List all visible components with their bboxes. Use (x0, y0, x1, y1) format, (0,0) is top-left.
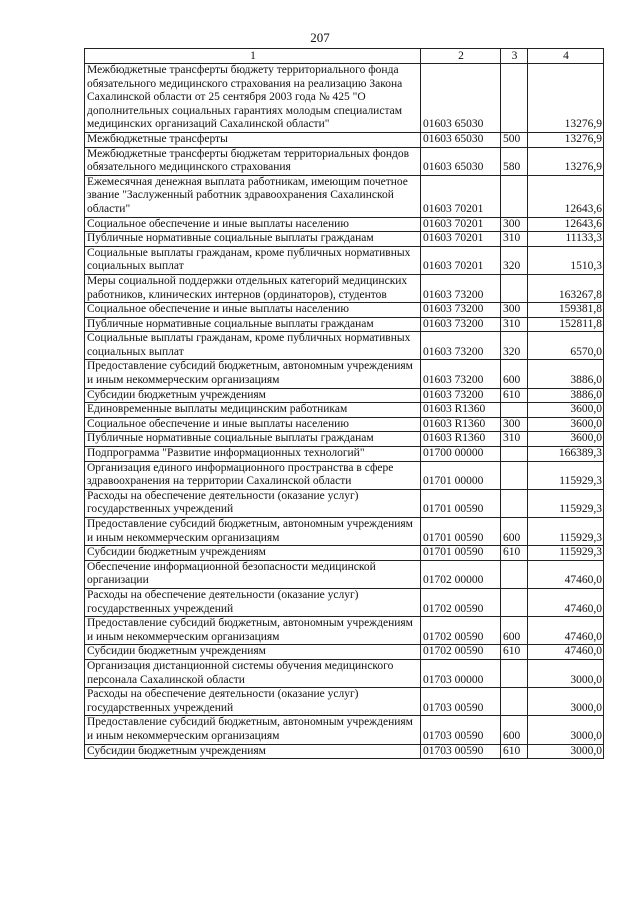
row-name-cell: Социальное обеспечение и иные выплаты населению (85, 217, 421, 232)
row-expense-type-cell (501, 461, 528, 489)
row-amount-cell: 3600,0 (528, 417, 604, 432)
table-row (85, 274, 604, 302)
row-amount-cell: 11133,3 (528, 232, 604, 247)
row-code-cell: 01701 00590 (421, 546, 501, 561)
row-amount-cell: 115929,3 (528, 461, 604, 489)
row-code-cell: 01603 R1360 (421, 432, 501, 447)
row-name-cell: Социальное обеспечение и иные выплаты населению (85, 417, 421, 432)
row-amount-cell: 47460,0 (528, 560, 604, 588)
row-code-cell: 01603 R1360 (421, 417, 501, 432)
row-expense-type-cell (501, 175, 528, 217)
row-code-cell: 01603 70201 (421, 232, 501, 247)
row-name-cell: Подпрограмма "Развитие информационных технологий" (85, 447, 421, 462)
table-row (85, 447, 604, 462)
table-row (85, 360, 604, 388)
row-code-cell: 01703 00590 (421, 744, 501, 759)
row-expense-type-cell: 600 (501, 617, 528, 645)
row-amount-cell: 115929,3 (528, 518, 604, 546)
row-name-cell: Расходы на обеспечение деятельности (оказание услуг) государственных учреждений (85, 688, 421, 716)
row-expense-type-cell (501, 560, 528, 588)
row-code-cell: 01603 73200 (421, 274, 501, 302)
table-row (85, 232, 604, 247)
table-row (85, 546, 604, 561)
table-row (85, 659, 604, 687)
row-amount-cell: 3000,0 (528, 659, 604, 687)
row-amount-cell: 166389,3 (528, 447, 604, 462)
row-name-cell: Субсидии бюджетным учреждениям (85, 546, 421, 561)
row-name-cell: Публичные нормативные социальные выплаты гражданам (85, 432, 421, 447)
row-code-cell: 01703 00000 (421, 659, 501, 687)
table-row (85, 417, 604, 432)
row-expense-type-cell: 610 (501, 744, 528, 759)
row-amount-cell: 152811,8 (528, 317, 604, 332)
table-header-row (85, 49, 604, 64)
row-code-cell: 01603 73200 (421, 360, 501, 388)
table-row (85, 432, 604, 447)
row-expense-type-cell: 310 (501, 432, 528, 447)
row-code-cell: 01603 73200 (421, 317, 501, 332)
column-header-1: 1 (85, 49, 421, 64)
row-name-cell: Организация единого информационного пространства в сфере здравоохранения на территории Сахалинской области (85, 461, 421, 489)
table-row (85, 147, 604, 175)
table-row (85, 303, 604, 318)
row-expense-type-cell: 320 (501, 246, 528, 274)
row-amount-cell: 13276,9 (528, 132, 604, 147)
row-amount-cell: 3600,0 (528, 403, 604, 418)
row-expense-type-cell: 310 (501, 232, 528, 247)
row-code-cell: 01701 00000 (421, 461, 501, 489)
table-row (85, 518, 604, 546)
row-code-cell: 01603 70201 (421, 217, 501, 232)
row-amount-cell: 3886,0 (528, 388, 604, 403)
row-amount-cell: 47460,0 (528, 645, 604, 660)
table-row (85, 332, 604, 360)
row-expense-type-cell: 600 (501, 360, 528, 388)
table-row (85, 560, 604, 588)
table-row (85, 645, 604, 660)
row-code-cell: 01603 65030 (421, 147, 501, 175)
budget-table (84, 48, 604, 759)
table-row (85, 588, 604, 616)
row-amount-cell: 115929,3 (528, 489, 604, 517)
row-expense-type-cell: 600 (501, 716, 528, 744)
row-expense-type-cell (501, 659, 528, 687)
row-amount-cell: 159381,8 (528, 303, 604, 318)
row-code-cell: 01603 R1360 (421, 403, 501, 418)
row-expense-type-cell: 300 (501, 417, 528, 432)
row-code-cell: 01700 00000 (421, 447, 501, 462)
row-name-cell: Расходы на обеспечение деятельности (оказание услуг) государственных учреждений (85, 588, 421, 616)
table-row (85, 403, 604, 418)
table-row (85, 175, 604, 217)
row-amount-cell: 1510,3 (528, 246, 604, 274)
row-name-cell: Организация дистанционной системы обучения медицинского персонала Сахалинской области (85, 659, 421, 687)
table-row (85, 132, 604, 147)
row-amount-cell: 3000,0 (528, 688, 604, 716)
row-expense-type-cell: 500 (501, 132, 528, 147)
row-expense-type-cell (501, 274, 528, 302)
row-expense-type-cell: 300 (501, 217, 528, 232)
row-name-cell: Меры социальной поддержки отдельных категорий медицинских работников, клинических интернов (ординаторов), студентов (85, 274, 421, 302)
row-amount-cell: 3000,0 (528, 744, 604, 759)
table-row (85, 461, 604, 489)
row-name-cell: Межбюджетные трансферты бюджету территориального фонда обязательного медицинского страхования на реализацию Закона Сахалинской области от 25 сентября 2003 года № 425 "О дополнительных социальных гарантиях молодым специалистам медицинских организаций Сахалинской области" (85, 64, 421, 133)
row-name-cell: Предоставление субсидий бюджетным, автономным учреждениям и иным некоммерческим организациям (85, 360, 421, 388)
table-row (85, 617, 604, 645)
row-amount-cell: 12643,6 (528, 175, 604, 217)
row-name-cell: Расходы на обеспечение деятельности (оказание услуг) государственных учреждений (85, 489, 421, 517)
row-name-cell: Субсидии бюджетным учреждениям (85, 388, 421, 403)
row-code-cell: 01702 00590 (421, 617, 501, 645)
row-name-cell: Субсидии бюджетным учреждениям (85, 744, 421, 759)
row-code-cell: 01702 00590 (421, 645, 501, 660)
row-expense-type-cell: 300 (501, 303, 528, 318)
row-code-cell: 01603 65030 (421, 64, 501, 133)
row-code-cell: 01702 00000 (421, 560, 501, 588)
row-code-cell: 01603 73200 (421, 388, 501, 403)
row-name-cell: Предоставление субсидий бюджетным, автономным учреждениям и иным некоммерческим организациям (85, 518, 421, 546)
row-amount-cell: 163267,8 (528, 274, 604, 302)
row-code-cell: 01702 00590 (421, 588, 501, 616)
column-header-4: 4 (528, 49, 604, 64)
row-expense-type-cell (501, 588, 528, 616)
row-name-cell: Межбюджетные трансферты (85, 132, 421, 147)
row-code-cell: 01603 65030 (421, 132, 501, 147)
row-amount-cell: 47460,0 (528, 617, 604, 645)
column-header-2: 2 (421, 49, 501, 64)
row-expense-type-cell: 600 (501, 518, 528, 546)
row-code-cell: 01603 73200 (421, 332, 501, 360)
row-code-cell: 01603 70201 (421, 246, 501, 274)
row-name-cell: Социальное обеспечение и иные выплаты населению (85, 303, 421, 318)
row-name-cell: Ежемесячная денежная выплата работникам, имеющим почетное звание "Заслуженный работник здравоохранения Сахалинской области" (85, 175, 421, 217)
row-code-cell: 01603 70201 (421, 175, 501, 217)
table-row (85, 317, 604, 332)
table-row (85, 688, 604, 716)
budget-table-body (85, 49, 604, 759)
table-row (85, 716, 604, 744)
row-expense-type-cell (501, 688, 528, 716)
row-name-cell: Социальные выплаты гражданам, кроме публичных нормативных социальных выплат (85, 332, 421, 360)
row-expense-type-cell: 320 (501, 332, 528, 360)
row-name-cell: Межбюджетные трансферты бюджетам территориальных фондов обязательного медицинского страхования (85, 147, 421, 175)
row-name-cell: Предоставление субсидий бюджетным, автономным учреждениям и иным некоммерческим организациям (85, 716, 421, 744)
row-name-cell: Предоставление субсидий бюджетным, автономным учреждениям и иным некоммерческим организациям (85, 617, 421, 645)
row-expense-type-cell: 610 (501, 388, 528, 403)
row-name-cell: Обеспечение информационной безопасности медицинской организации (85, 560, 421, 588)
row-expense-type-cell: 310 (501, 317, 528, 332)
row-expense-type-cell (501, 489, 528, 517)
row-name-cell: Публичные нормативные социальные выплаты гражданам (85, 317, 421, 332)
table-row (85, 64, 604, 133)
table-row (85, 489, 604, 517)
row-expense-type-cell: 610 (501, 546, 528, 561)
row-code-cell: 01701 00590 (421, 518, 501, 546)
row-expense-type-cell (501, 64, 528, 133)
column-header-3: 3 (501, 49, 528, 64)
row-name-cell: Публичные нормативные социальные выплаты гражданам (85, 232, 421, 247)
table-row (85, 217, 604, 232)
row-code-cell: 01703 00590 (421, 716, 501, 744)
row-amount-cell: 3886,0 (528, 360, 604, 388)
row-amount-cell: 6570,0 (528, 332, 604, 360)
row-expense-type-cell: 610 (501, 645, 528, 660)
row-name-cell: Субсидии бюджетным учреждениям (85, 645, 421, 660)
row-name-cell: Социальные выплаты гражданам, кроме публичных нормативных социальных выплат (85, 246, 421, 274)
row-amount-cell: 3600,0 (528, 432, 604, 447)
row-code-cell: 01701 00590 (421, 489, 501, 517)
table-row (85, 246, 604, 274)
row-name-cell: Единовременные выплаты медицинским работникам (85, 403, 421, 418)
row-amount-cell: 13276,9 (528, 147, 604, 175)
page-number: 207 (310, 30, 330, 45)
table-row (85, 744, 604, 759)
row-expense-type-cell (501, 447, 528, 462)
row-code-cell: 01603 73200 (421, 303, 501, 318)
row-amount-cell: 115929,3 (528, 546, 604, 561)
row-amount-cell: 13276,9 (528, 64, 604, 133)
row-code-cell: 01703 00590 (421, 688, 501, 716)
table-row (85, 388, 604, 403)
row-expense-type-cell: 580 (501, 147, 528, 175)
row-amount-cell: 47460,0 (528, 588, 604, 616)
row-amount-cell: 12643,6 (528, 217, 604, 232)
row-amount-cell: 3000,0 (528, 716, 604, 744)
row-expense-type-cell (501, 403, 528, 418)
